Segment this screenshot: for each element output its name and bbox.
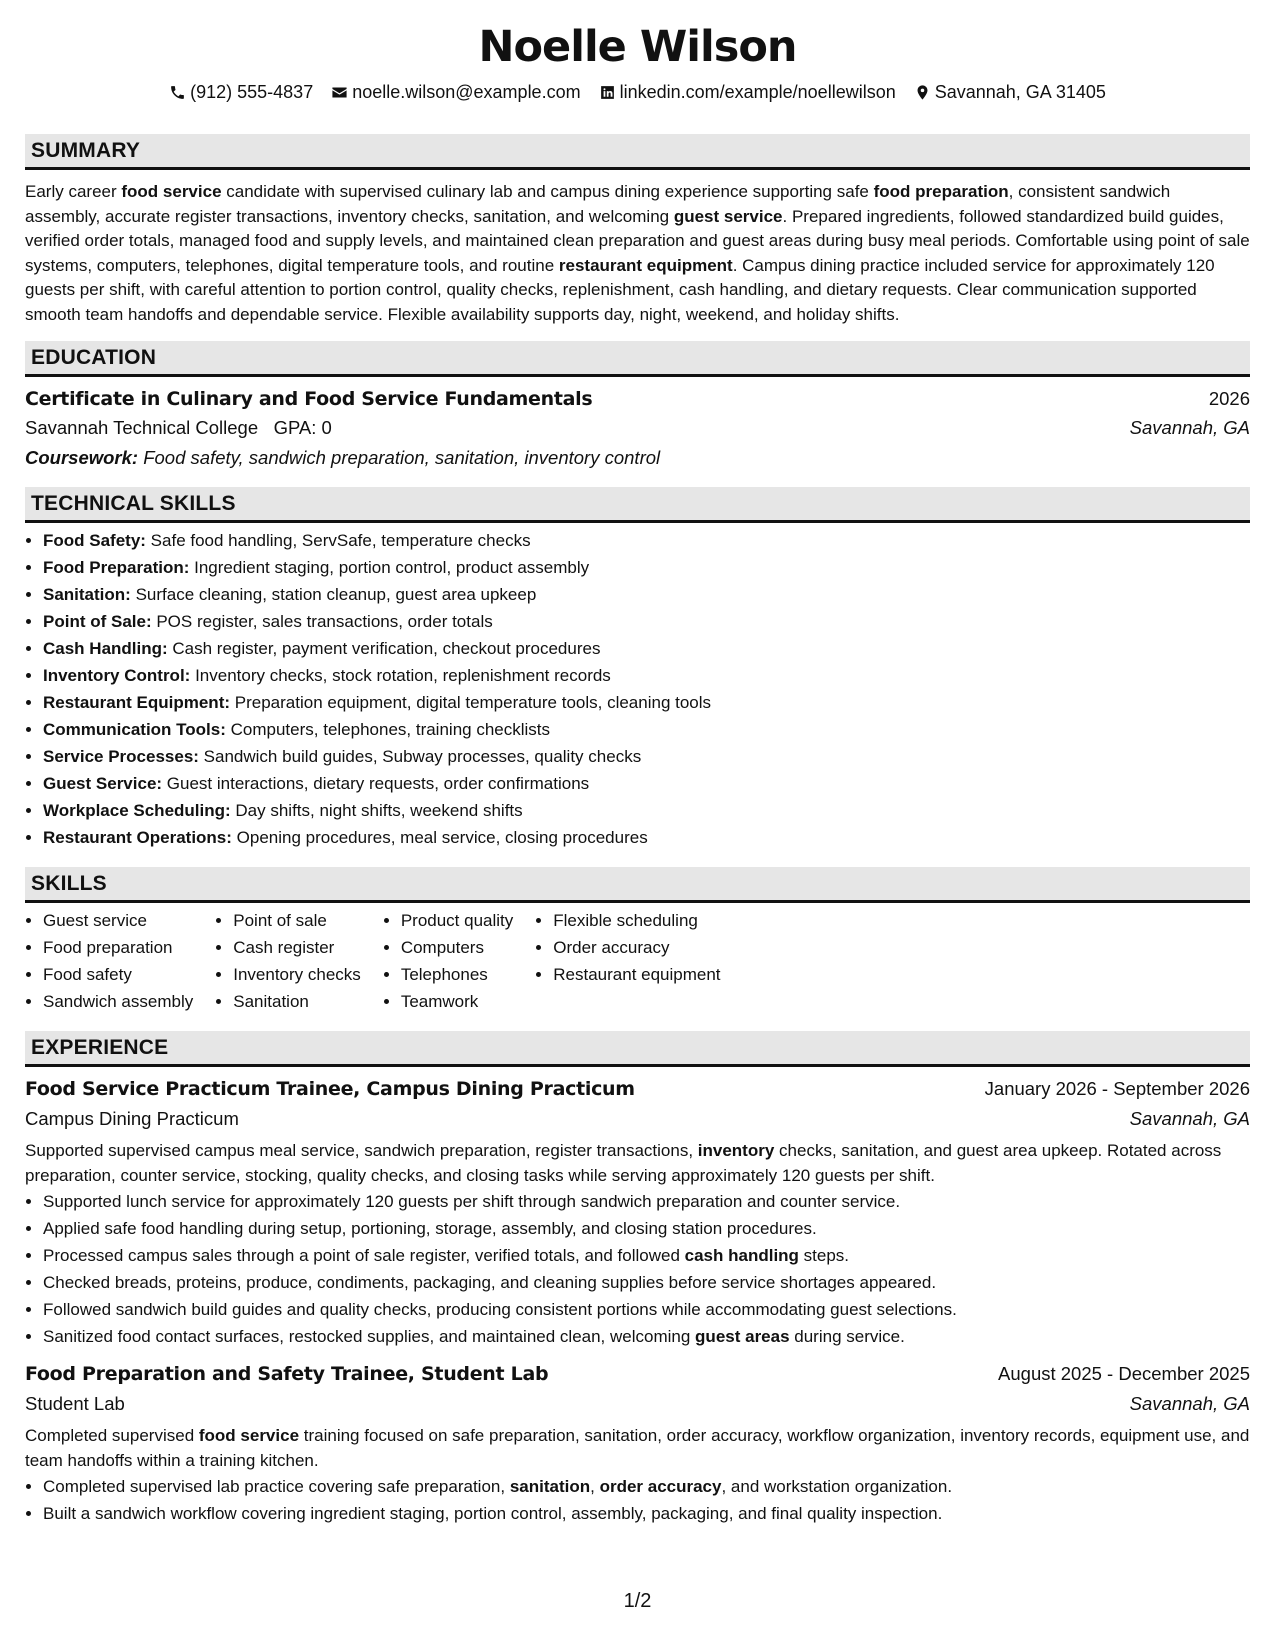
contact-email-text: noelle.wilson@example.com xyxy=(352,82,581,102)
job-description: Supported supervised campus meal service, sandwich preparation, register transactions, inventory checks, sanitation, and guest area upkeep. Rotated across preparation, counter service, stocking, quality checks, and closing tasks while serving approximately 120 guests per shift. xyxy=(25,1141,1222,1185)
job-bullets xyxy=(25,1473,1250,1527)
technical-skill-item: • Workplace Scheduling: Day shifts, night shifts, weekend shifts xyxy=(43,797,1250,824)
skill-item: • Product quality xyxy=(401,907,513,934)
technical-skill-item: • Restaurant Equipment: Preparation equipment, digital temperature tools, cleaning tools xyxy=(43,689,1250,716)
job-bullet: • Checked breads, proteins, produce, condiments, packaging, and cleaning supplies before service shortages appeared. xyxy=(43,1269,1250,1296)
technical-skill-item: • Communication Tools: Computers, telephones, training checklists xyxy=(43,716,1250,743)
skill-item: • Sanitation xyxy=(233,988,361,1015)
skills-column xyxy=(383,907,513,1015)
technical-skills-header: TECHNICAL SKILLS xyxy=(25,487,1250,523)
technical-skill-item: • Guest Service: Guest interactions, dietary requests, order confirmations xyxy=(43,770,1250,797)
phone-icon xyxy=(169,84,186,101)
job-bullet: • Sanitized food contact surfaces, restocked supplies, and maintained clean, welcoming guest areas during service. xyxy=(43,1323,1250,1350)
education-year: 2026 xyxy=(1208,388,1250,409)
skill-item: • Guest service xyxy=(43,907,193,934)
coursework-label: Coursework: xyxy=(25,447,139,468)
skill-item: • Teamwork xyxy=(401,988,513,1015)
technical-skill-item: • Restaurant Operations: Opening procedures, meal service, closing procedures xyxy=(43,824,1250,851)
experience-entry xyxy=(25,1075,1250,1350)
technical-skill-item: • Inventory Control: Inventory checks, stock rotation, replenishment records xyxy=(43,662,1250,689)
gpa: GPA: 0 xyxy=(273,417,332,438)
job-dates: January 2026 - September 2026 xyxy=(984,1078,1250,1099)
school-name: Savannah Technical College xyxy=(25,417,259,438)
summary-text: Early career food service candidate with supervised culinary lab and campus dining experience supporting safe food preparation, consistent sandwich assembly, accurate register transactions, inventory checks, sanitation, and welcoming guest service. Prepared ingredients, followed standardized build guides, verified order totals, managed food and supply levels, and maintained clean preparation and guest areas during busy meal periods. Comfortable using point of sale systems, computers, telephones, digital temperature tools, and routine restaurant equipment. Campus dining practice included service for approximately 120 guests per shift, with careful attention to portion control, quality checks, replenishment, cash handling, and dietary requests. Clear communication supported smooth team handoffs and dependable service. Flexible availability supports day, night, weekend, and holiday shifts. xyxy=(25,182,1250,324)
job-bullet: • Completed supervised lab practice covering safe preparation, sanitation, order accuracy, and workstation organization. xyxy=(43,1473,1250,1500)
location-icon xyxy=(914,84,931,101)
skill-item: • Cash register xyxy=(233,934,361,961)
email-icon xyxy=(331,84,348,101)
contact-bar xyxy=(25,80,1250,104)
skill-item: • Point of sale xyxy=(233,907,361,934)
skill-item: • Restaurant equipment xyxy=(553,961,720,988)
linkedin-icon xyxy=(599,84,616,101)
job-title: Food Service Practicum Trainee, Campus Dining Practicum xyxy=(25,1078,635,1100)
skills-grid xyxy=(25,907,1250,1015)
skill-item: • Order accuracy xyxy=(553,934,720,961)
skill-item: • Sandwich assembly xyxy=(43,988,193,1015)
contact-phone[interactable] xyxy=(169,80,313,104)
technical-skill-item: • Food Preparation: Ingredient staging, portion control, product assembly xyxy=(43,554,1250,581)
contact-location xyxy=(914,80,1106,104)
skills-column xyxy=(25,907,193,1015)
skill-item: • Computers xyxy=(401,934,513,961)
contact-linkedin-text: linkedin.com/example/noellewilson xyxy=(619,82,896,102)
education-entry xyxy=(25,385,1250,473)
technical-skill-item: • Food Safety: Safe food handling, ServSafe, temperature checks xyxy=(43,527,1250,554)
skill-item: • Telephones xyxy=(401,961,513,988)
coursework xyxy=(25,443,1250,473)
technical-skill-item: • Point of Sale: POS register, sales transactions, order totals xyxy=(43,608,1250,635)
school-line xyxy=(25,413,332,443)
contact-phone-text: (912) 555-4837 xyxy=(190,82,314,102)
skills-column xyxy=(215,907,361,1015)
skill-item: • Food preparation xyxy=(43,934,193,961)
candidate-name: Noelle Wilson xyxy=(478,22,797,72)
education-header: EDUCATION xyxy=(25,341,1250,377)
job-org: Student Lab xyxy=(25,1393,125,1414)
job-bullet: • Followed sandwich build guides and quality checks, producing consistent portions while accommodating guest selections. xyxy=(43,1296,1250,1323)
skill-item: • Food safety xyxy=(43,961,193,988)
technical-skill-item: • Sanitation: Surface cleaning, station cleanup, guest area upkeep xyxy=(43,581,1250,608)
education-location: Savannah, GA xyxy=(1129,417,1250,438)
job-description: Completed supervised food service training focused on safe preparation, sanitation, order accuracy, workflow organization, inventory records, equipment use, and team handoffs within a training kitchen. xyxy=(25,1426,1250,1470)
coursework-text: Food safety, sandwich preparation, sanitation, inventory control xyxy=(138,447,661,468)
page-number: 1/2 xyxy=(623,1590,652,1612)
job-bullet: • Processed campus sales through a point of sale register, verified totals, and followed cash handling steps. xyxy=(43,1242,1250,1269)
skills-header: SKILLS xyxy=(25,867,1250,903)
summary-header: SUMMARY xyxy=(25,134,1250,170)
experience-header: EXPERIENCE xyxy=(25,1031,1250,1067)
experience-entry xyxy=(25,1360,1250,1527)
technical-skills-list xyxy=(25,527,1250,851)
contact-email[interactable] xyxy=(331,80,580,104)
job-bullet: • Applied safe food handling during setup, portioning, storage, assembly, and closing station procedures. xyxy=(43,1215,1250,1242)
experience-list xyxy=(25,1075,1250,1527)
skills-column xyxy=(535,907,720,1015)
job-location: Savannah, GA xyxy=(1129,1393,1250,1414)
job-dates: August 2025 - December 2025 xyxy=(998,1363,1250,1384)
skill-item: • Flexible scheduling xyxy=(553,907,720,934)
job-bullet: • Built a sandwich workflow covering ingredient staging, portion control, assembly, packaging, and final quality inspection. xyxy=(43,1500,1250,1527)
contact-linkedin[interactable] xyxy=(599,80,896,104)
technical-skill-item: • Cash Handling: Cash register, payment verification, checkout procedures xyxy=(43,635,1250,662)
degree-title: Certificate in Culinary and Food Service Fundamentals xyxy=(25,388,593,410)
technical-skill-item: • Service Processes: Sandwich build guides, Subway processes, quality checks xyxy=(43,743,1250,770)
job-org: Campus Dining Practicum xyxy=(25,1108,239,1129)
skill-item: • Inventory checks xyxy=(233,961,361,988)
job-bullet: • Supported lunch service for approximately 120 guests per shift through sandwich preparation and counter service. xyxy=(43,1188,1250,1215)
contact-location-text: Savannah, GA 31405 xyxy=(934,82,1106,102)
job-location: Savannah, GA xyxy=(1129,1108,1250,1129)
job-bullets xyxy=(25,1188,1250,1350)
job-title: Food Preparation and Safety Trainee, Student Lab xyxy=(25,1363,549,1385)
